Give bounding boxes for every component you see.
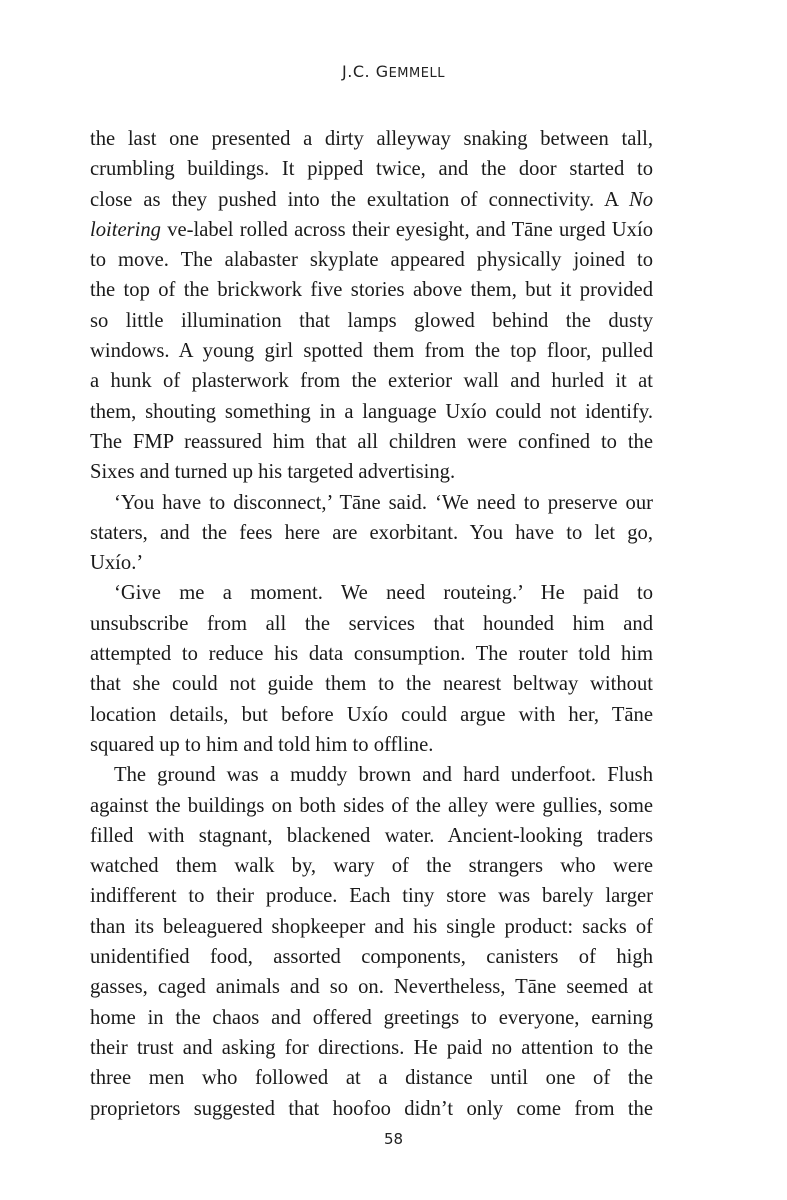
text-line: unidentified food, assorted components, canisters of high (90, 946, 653, 969)
text-line: unsubscribe from all the services that hounded him and (90, 612, 653, 635)
text-line: them, shouting something in a language Uxío could not identify. (90, 400, 653, 423)
body-text (90, 124, 653, 1124)
text-line: staters, and the fees here are exorbitant. You have to let go, (90, 521, 653, 544)
text-line: the top of the brickwork five stories above them, but it provided (90, 279, 653, 302)
text-line: watched them walk by, wary of the strangers who were (90, 855, 653, 878)
text-line: windows. A young girl spotted them from the top floor, pulled (90, 340, 653, 363)
text-line: to move. The alabaster skyplate appeared physically joined to (90, 249, 653, 272)
text-line: a hunk of plasterwork from the exterior wall and hurled it at (90, 370, 653, 393)
text-line: home in the chaos and offered greetings to everyone, earning (90, 1006, 653, 1029)
text-line: Sixes and turned up his targeted advertising. (90, 461, 456, 484)
text-line: The FMP reassured him that all children were confined to the (90, 430, 653, 453)
text-line: close as they pushed into the exultation of connectivity. A No (90, 188, 653, 211)
text-line: The ground was a muddy brown and hard underfoot. Flush (114, 764, 653, 787)
text-line: Uxío.’ (90, 552, 144, 575)
text-line: their trust and asking for directions. He paid no attention to the (90, 1036, 653, 1059)
text-line: so little illumination that lamps glowed behind the dusty (90, 309, 653, 332)
text-line: proprietors suggested that hoofoo didn’t only come from the (90, 1097, 653, 1120)
text-line: that she could not guide them to the nearest beltway without (90, 673, 653, 696)
text-line: three men who followed at a distance until one of the (90, 1067, 653, 1090)
text-line: gasses, caged animals and so on. Nevertheless, Tāne seemed at (90, 976, 653, 999)
italic-phrase: loitering (90, 218, 161, 241)
text-line: filled with stagnant, blackened water. Ancient-looking traders (90, 824, 653, 847)
author-name-rest: EMMELL (388, 66, 445, 81)
text-line: loitering ve-label rolled across their eyesight, and Tāne urged Uxío (90, 218, 653, 241)
author-name-lead: J.C. G (342, 62, 389, 81)
text-line: squared up to him and told him to offline. (90, 733, 434, 756)
italic-phrase: No (628, 188, 653, 211)
text-line: than its beleaguered shopkeeper and his single product: sacks of (90, 915, 653, 938)
text-line: ‘Give me a moment. We need routeing.’ He paid to (114, 582, 653, 605)
text-line: against the buildings on both sides of the alley were gullies, some (90, 794, 653, 817)
text-line: attempted to reduce his data consumption. The router told him (90, 643, 653, 666)
text-line: crumbling buildings. It pipped twice, and the door started to (90, 158, 653, 181)
text-line: ‘You have to disconnect,’ Tāne said. ‘We need to preserve our (114, 491, 653, 514)
page-number: 58 (383, 1130, 404, 1148)
text-line: the last one presented a dirty alleyway snaking between tall, (90, 128, 653, 150)
text-line: location details, but before Uxío could argue with her, Tāne (90, 703, 653, 726)
running-header (0, 62, 787, 81)
text-line: indifferent to their produce. Each tiny store was barely larger (90, 885, 653, 908)
